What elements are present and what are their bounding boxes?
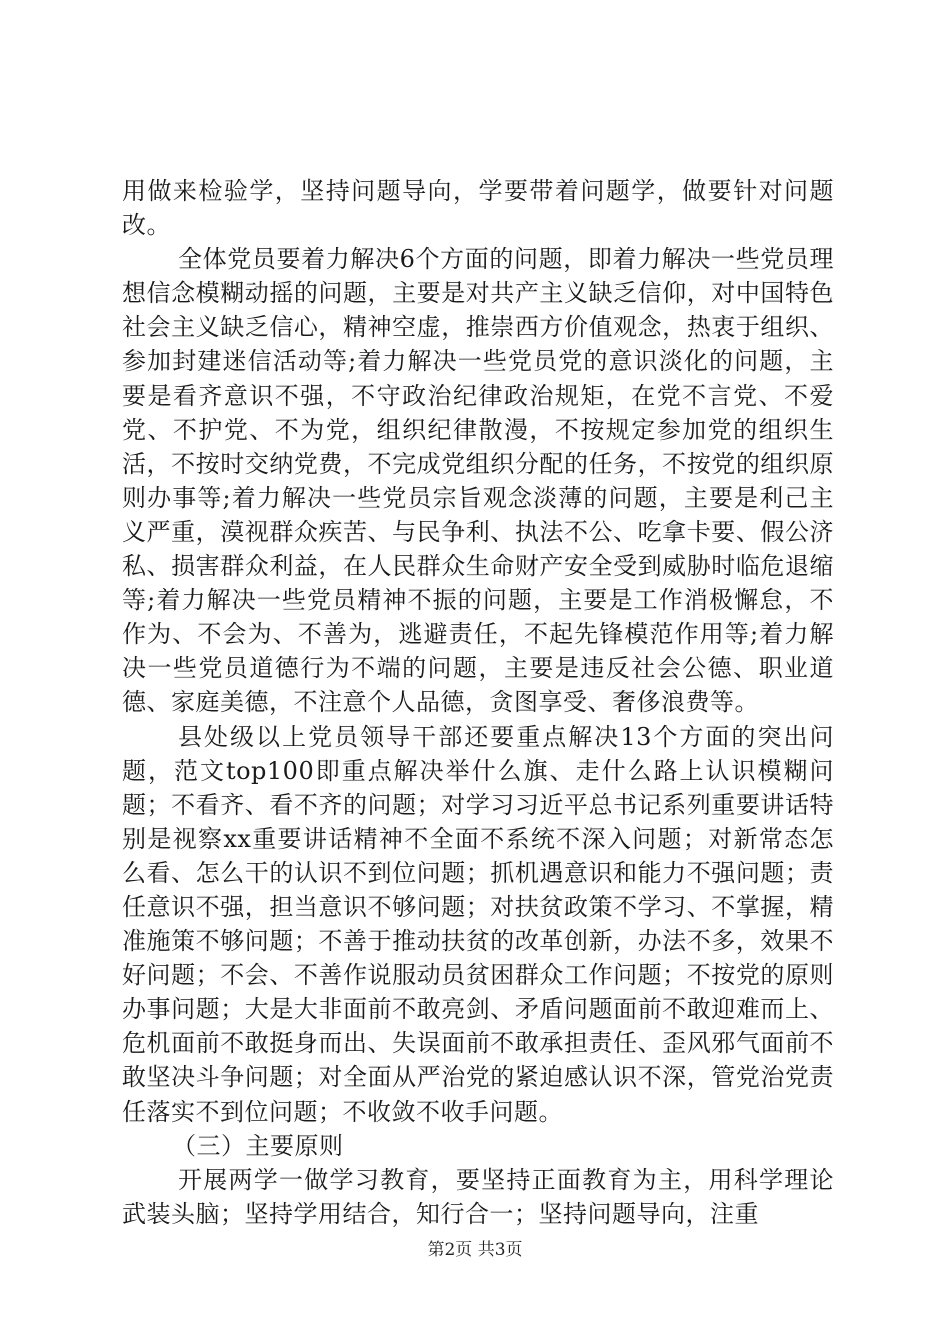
- paragraph-continuation: 用做来检验学，坚持问题导向，学要带着问题学，做要针对问题改。: [122, 177, 834, 240]
- section-heading-principles: （三）主要原则: [172, 1131, 344, 1160]
- paragraph-thirteen-problems: 县处级以上党员领导干部还要重点解决13个方面的突出问题，范文top100即重点解决举什么旗、走什么路上认识模糊问题；不看齐、看不齐的问题；对学习习近平总书记系列重要讲话特别是视察xx重要讲话精神不全面不系统不深入问题；对新常态怎么看、怎么干的认识不到位问题；抓机遇意识和能力不强问题；责任意识不强，担当意识不够问题；对扶贫政策不学习、不掌握，精准施策不够问题；不善于推动扶贫的改革创新，办法不多，效果不好问题；不会、不善作说服动员贫困群众工作问题；不按党的原则办事问题；大是大非面前不敢亮剑、矛盾问题面前不敢迎难而上、危机面前不敢挺身而出、失误面前不敢承担责任、歪风邪气面前不敢坚决斗争问题；对全面从严治党的紧迫感认识不深，管党治党责任落实不到位问题；不收敛不收手问题。: [122, 722, 834, 1126]
- page-number-footer: 第2页 共3页: [427, 1240, 523, 1260]
- paragraph-principles: 开展两学一做学习教育，要坚持正面教育为主，用科学理论武装头脑；坚持学用结合，知行合一；坚持问题导向，注重: [122, 1165, 834, 1228]
- document-body: [122, 174, 834, 1231]
- paragraph-six-problems: 全体党员要着力解决6个方面的问题，即着力解决一些党员理想信念模糊动摇的问题，主要是对共产主义缺乏信仰，对中国特色社会主义缺乏信心，精神空虚，推崇西方价值观念，热衷于组织、参加封建迷信活动等;着力解决一些党员党的意识淡化的问题，主要是看齐意识不强，不守政治纪律政治规矩，在党不言党、不爱党、不护党、不为党，组织纪律散漫，不按规定参加党的组织生活，不按时交纳党费，不完成党组织分配的任务，不按党的组织原则办事等;着力解决一些党员宗旨观念淡薄的问题，主要是利己主义严重，漠视群众疾苦、与民争利、执法不公、吃拿卡要、假公济私、损害群众利益，在人民群众生命财产安全受到威胁时临危退缩等;着力解决一些党员精神不振的问题，主要是工作消极懈怠，不作为、不会为、不善为，逃避责任，不起先锋模范作用等;着力解决一些党员道德行为不端的问题，主要是违反社会公德、职业道德、家庭美德，不注意个人品德，贪图享受、奢侈浪费等。: [122, 245, 834, 717]
